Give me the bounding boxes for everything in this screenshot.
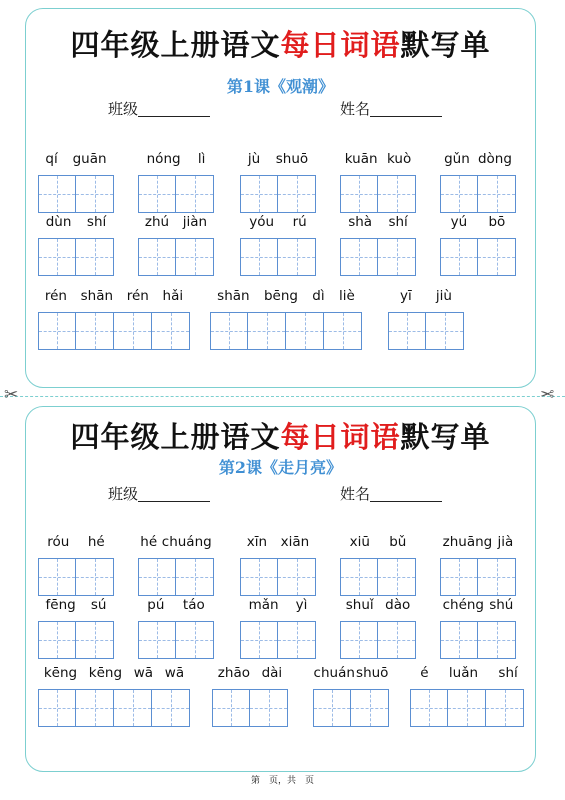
pinyin [240, 216, 316, 230]
pinyin [240, 599, 316, 613]
pinyin-syllable: kēng [88, 665, 123, 681]
writing-box[interactable] [286, 312, 324, 350]
pinyin-syllable: róu [47, 534, 70, 550]
cut-line [0, 396, 565, 397]
writing-grid [38, 175, 114, 213]
word-item [38, 153, 114, 215]
lesson-title: 第1课《观潮》 [226, 77, 335, 96]
writing-box[interactable] [76, 238, 114, 276]
pinyin-syllable: rén [44, 288, 67, 304]
pinyin [340, 599, 416, 613]
pinyin-syllable: rú [292, 214, 307, 230]
name-field[interactable] [340, 487, 442, 502]
class-blank[interactable] [138, 102, 210, 117]
pinyin [240, 536, 316, 550]
writing-box[interactable] [248, 312, 286, 350]
pinyin-syllable: luǎn [448, 665, 479, 681]
word-item [38, 536, 114, 598]
name-blank[interactable] [370, 487, 442, 502]
pinyin-syllable: dào [385, 597, 411, 613]
class-label: 班级 [108, 100, 139, 118]
pinyin-syllable: é [420, 665, 429, 681]
writing-box[interactable] [478, 558, 516, 596]
writing-grid [340, 621, 416, 659]
pinyin-syllable: sú [90, 597, 107, 613]
title-text-end: 默写单 [400, 28, 491, 62]
writing-box[interactable] [240, 238, 278, 276]
word-item [440, 153, 516, 215]
writing-grid [138, 558, 214, 596]
pinyin-syllable: hé [87, 534, 105, 550]
writing-grid [212, 689, 288, 727]
writing-grid [313, 689, 389, 727]
writing-grid [210, 312, 362, 350]
writing-box[interactable] [378, 238, 416, 276]
class-field[interactable] [108, 487, 210, 502]
writing-grid [138, 238, 214, 276]
worksheet-card-1 [25, 8, 536, 388]
pinyin-syllable: lì [197, 151, 206, 167]
word-item [340, 153, 416, 215]
writing-box[interactable] [76, 558, 114, 596]
writing-grid [240, 175, 316, 213]
word-item [440, 216, 516, 278]
pinyin [210, 290, 362, 304]
writing-box[interactable] [388, 312, 426, 350]
pinyin-syllable: shuǐ [345, 597, 374, 613]
title-highlight: 每日词语 [280, 420, 401, 454]
writing-box[interactable] [138, 238, 176, 276]
writing-box[interactable] [210, 312, 248, 350]
pinyin-syllable: jià [497, 534, 514, 550]
pinyin-syllable: bēng [263, 288, 298, 304]
word-item [38, 599, 114, 661]
word-item [440, 599, 516, 661]
writing-box[interactable] [76, 312, 114, 350]
writing-box[interactable] [240, 558, 278, 596]
pinyin-syllable: zhuāng [442, 534, 493, 550]
pinyin [212, 667, 288, 681]
writing-box[interactable] [378, 621, 416, 659]
pinyin [440, 536, 516, 550]
pinyin [340, 536, 416, 550]
pinyin-syllable: liè [338, 288, 355, 304]
pinyin-syllable: jiù [435, 288, 452, 304]
writing-grid [388, 312, 464, 350]
writing-box[interactable] [76, 175, 114, 213]
writing-box[interactable] [340, 621, 378, 659]
pinyin [440, 599, 516, 613]
writing-grid [138, 621, 214, 659]
word-item [388, 290, 464, 352]
pinyin-syllable: shuō [275, 151, 309, 167]
writing-box[interactable] [76, 689, 114, 727]
pinyin-syllable: yú [450, 214, 468, 230]
pinyin-syllable: shuō [356, 665, 389, 681]
word-item [340, 599, 416, 661]
pinyin-syllable: yóu [249, 214, 275, 230]
pinyin [440, 216, 516, 230]
writing-grid [38, 558, 114, 596]
title-text: 四年级上册语文 [70, 420, 281, 454]
writing-grid [440, 621, 516, 659]
writing-box[interactable] [378, 558, 416, 596]
writing-grid [240, 621, 316, 659]
writing-box[interactable] [440, 175, 478, 213]
writing-grid [340, 558, 416, 596]
writing-grid [240, 558, 316, 596]
pinyin-syllable: rén [126, 288, 149, 304]
pinyin-syllable: kuān [344, 151, 378, 167]
writing-box[interactable] [38, 558, 76, 596]
writing-box[interactable] [76, 621, 114, 659]
worksheet-title [26, 420, 535, 454]
word-item [313, 667, 389, 729]
pinyin-syllable: xiān [280, 534, 310, 550]
writing-box[interactable] [340, 175, 378, 213]
word-item [212, 667, 288, 729]
word-item [38, 216, 114, 278]
writing-box[interactable] [324, 312, 362, 350]
pinyin-syllable: pú [147, 597, 165, 613]
scissors-icon: ✂ [540, 385, 555, 405]
writing-box[interactable] [478, 621, 516, 659]
pinyin-syllable: zhāo [217, 665, 250, 681]
pinyin-syllable: shí [388, 214, 408, 230]
pinyin-syllable: chuán [313, 665, 355, 681]
writing-box[interactable] [114, 312, 152, 350]
pinyin [340, 216, 416, 230]
pinyin-syllable: bǔ [389, 534, 407, 550]
lesson-title: 第2课《走月亮》 [218, 458, 343, 477]
pinyin [240, 153, 316, 167]
writing-box[interactable] [138, 175, 176, 213]
class-label: 班级 [108, 485, 139, 503]
pinyin-syllable: kēng [43, 665, 78, 681]
pinyin-syllable: jiàn [182, 214, 208, 230]
writing-box[interactable] [410, 689, 448, 727]
pinyin [440, 153, 516, 167]
pinyin-syllable: wā [164, 665, 185, 681]
pinyin-syllable: zhú [144, 214, 170, 230]
writing-grid [38, 238, 114, 276]
writing-box[interactable] [440, 558, 478, 596]
writing-box[interactable] [278, 175, 316, 213]
title-highlight: 每日词语 [280, 28, 401, 62]
pinyin [138, 153, 214, 167]
worksheet-title [26, 28, 535, 62]
pinyin-syllable: hǎi [162, 288, 184, 304]
page-footer: 第 页，共 页 [250, 776, 314, 786]
class-field[interactable] [108, 102, 210, 117]
writing-grid [440, 238, 516, 276]
pinyin-syllable: xiū [349, 534, 370, 550]
pinyin-syllable: yī [400, 288, 412, 304]
word-item [240, 536, 316, 598]
pinyin-syllable: chuáng [161, 534, 212, 550]
writing-box[interactable] [138, 621, 176, 659]
pinyin-syllable: xīn [246, 534, 268, 550]
pinyin-syllable: shān [80, 288, 114, 304]
pinyin-syllable: fēng [45, 597, 76, 613]
writing-box[interactable] [340, 238, 378, 276]
pinyin-syllable: shú [489, 597, 514, 613]
word-item [38, 290, 190, 352]
writing-box[interactable] [278, 558, 316, 596]
word-item [240, 216, 316, 278]
pinyin-syllable: dài [261, 665, 283, 681]
name-label: 姓名 [340, 100, 371, 118]
pinyin-syllable: shà [348, 214, 373, 230]
name-blank[interactable] [370, 102, 442, 117]
writing-box[interactable] [278, 621, 316, 659]
writing-box[interactable] [313, 689, 351, 727]
writing-grid [38, 621, 114, 659]
pinyin-syllable: kuò [387, 151, 412, 167]
pinyin-syllable: gǔn [444, 151, 470, 167]
pinyin-syllable: wā [133, 665, 154, 681]
word-item [138, 536, 214, 598]
writing-grid [38, 689, 190, 727]
pinyin [38, 216, 114, 230]
name-field[interactable] [340, 102, 442, 117]
writing-box[interactable] [478, 175, 516, 213]
writing-grid [138, 175, 214, 213]
pinyin-syllable: shí [86, 214, 107, 230]
pinyin [388, 290, 464, 304]
pinyin-syllable: dùn [45, 214, 72, 230]
writing-box[interactable] [114, 689, 152, 727]
writing-box[interactable] [378, 175, 416, 213]
pinyin-syllable: mǎn [248, 597, 279, 613]
pinyin [38, 153, 114, 167]
writing-box[interactable] [176, 238, 214, 276]
pinyin-syllable: hé [140, 534, 158, 550]
word-item [440, 536, 516, 598]
writing-box[interactable] [212, 689, 250, 727]
pinyin-syllable: táo [182, 597, 205, 613]
pinyin [38, 599, 114, 613]
pinyin [138, 216, 214, 230]
word-item [340, 216, 416, 278]
word-item [210, 290, 362, 352]
writing-box[interactable] [486, 689, 524, 727]
writing-box[interactable] [38, 238, 76, 276]
writing-box[interactable] [240, 621, 278, 659]
worksheet-card-2 [25, 406, 536, 772]
pinyin [313, 667, 389, 681]
writing-grid [240, 238, 316, 276]
writing-box[interactable] [440, 621, 478, 659]
title-text: 四年级上册语文 [70, 28, 281, 62]
writing-box[interactable] [176, 558, 214, 596]
pinyin-syllable: qí [45, 151, 58, 167]
writing-box[interactable] [38, 312, 76, 350]
name-label: 姓名 [340, 485, 371, 503]
writing-box[interactable] [38, 621, 76, 659]
pinyin [38, 536, 114, 550]
pinyin-syllable: jù [247, 151, 261, 167]
writing-box[interactable] [176, 175, 214, 213]
pinyin-syllable: bō [488, 214, 506, 230]
writing-box[interactable] [176, 621, 214, 659]
writing-grid [340, 238, 416, 276]
pinyin [38, 667, 190, 681]
pinyin-syllable: shān [217, 288, 250, 304]
pinyin [410, 667, 528, 681]
writing-box[interactable] [152, 689, 190, 727]
pinyin [340, 153, 416, 167]
word-item [340, 536, 416, 598]
writing-box[interactable] [138, 558, 176, 596]
writing-box[interactable] [38, 689, 76, 727]
writing-box[interactable] [38, 175, 76, 213]
writing-grid [440, 558, 516, 596]
pinyin-syllable: chéng [442, 597, 485, 613]
writing-box[interactable] [440, 238, 478, 276]
writing-grid [440, 175, 516, 213]
word-item [240, 153, 316, 215]
pinyin-syllable: shí [498, 665, 518, 681]
writing-box[interactable] [340, 558, 378, 596]
pinyin [138, 536, 214, 550]
writing-box[interactable] [426, 312, 464, 350]
pinyin-syllable: yì [295, 597, 308, 613]
pinyin-syllable: guān [72, 151, 107, 167]
writing-box[interactable] [351, 689, 389, 727]
word-item [138, 216, 214, 278]
writing-box[interactable] [152, 312, 190, 350]
class-blank[interactable] [138, 487, 210, 502]
word-item [240, 599, 316, 661]
pinyin-syllable: dì [312, 288, 325, 304]
writing-grid [410, 689, 524, 727]
word-item [138, 599, 214, 661]
pinyin [138, 599, 214, 613]
writing-box[interactable] [250, 689, 288, 727]
scissors-icon: ✂ [4, 385, 19, 405]
writing-grid [340, 175, 416, 213]
writing-grid [38, 312, 190, 350]
word-item [410, 667, 528, 729]
word-item [38, 667, 190, 729]
pinyin [38, 290, 190, 304]
writing-box[interactable] [278, 238, 316, 276]
writing-box[interactable] [240, 175, 278, 213]
pinyin-syllable: nóng [146, 151, 181, 167]
writing-box[interactable] [478, 238, 516, 276]
title-text-end: 默写单 [400, 420, 491, 454]
pinyin-syllable: dòng [477, 151, 512, 167]
writing-box[interactable] [448, 689, 486, 727]
word-item [138, 153, 214, 215]
